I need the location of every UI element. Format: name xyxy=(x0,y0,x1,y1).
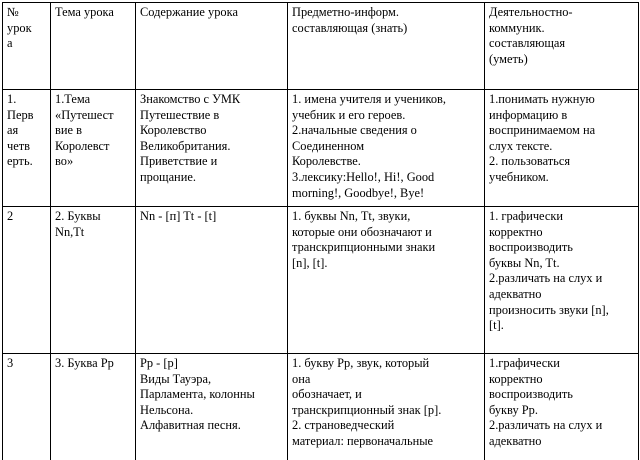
cell-text-line: воспроизводить xyxy=(489,387,573,402)
cell-text-line: слух тексте. xyxy=(489,138,553,153)
cell-text-line: обозначает, и xyxy=(292,387,362,402)
cell-text-line: Деятельностно- xyxy=(489,5,573,19)
cell-text-line: 1. имена учителя и учеников, xyxy=(292,92,446,106)
cell-text-line: корректно xyxy=(489,371,543,386)
cell-lesson-topic xyxy=(51,207,136,354)
cell-text-line: Рр - [р] xyxy=(140,356,178,370)
cell-text-line: 3. Буква Рр xyxy=(55,356,114,370)
header-skills-component xyxy=(485,3,639,90)
cell-text-line: 1. буквы Nn, Tt, звуки, xyxy=(292,209,411,223)
table-row xyxy=(3,207,639,354)
cell-knowledge xyxy=(288,354,485,460)
cell-text-line: 2. страноведческий xyxy=(292,418,395,433)
cell-text-line: Приветствие и xyxy=(140,154,218,169)
cell-skills xyxy=(485,90,639,207)
cell-skills xyxy=(485,354,639,460)
cell-text-line: адекватно xyxy=(489,286,542,301)
cell-text-line: Путешествие в xyxy=(140,107,220,122)
cell-text-line: 1. букву Рр, звук, который xyxy=(292,356,430,370)
cell-text-line: Предметно-информ. xyxy=(292,5,399,19)
cell-text-line: букву Рр. xyxy=(489,402,538,417)
header-lesson-topic xyxy=(51,3,136,90)
table-row xyxy=(3,354,639,460)
cell-text-line: Королевстве. xyxy=(292,154,361,169)
lesson-plan-table xyxy=(2,2,639,460)
cell-text-line: Алфавитная песня. xyxy=(140,418,241,433)
cell-lesson-number xyxy=(3,354,51,460)
cell-text-line: «Путешест xyxy=(55,107,114,122)
cell-text-line: материал: первоначальные xyxy=(292,433,434,448)
cell-text-line: [n], [t]. xyxy=(292,255,328,270)
cell-text-line: Nn,Tt xyxy=(55,224,85,239)
cell-text-line: корректно xyxy=(489,224,543,239)
cell-text-line: Знакомство с УМК xyxy=(140,92,241,106)
cell-text-line: 1.Тема xyxy=(55,92,91,106)
cell-lesson-content xyxy=(136,207,288,354)
cell-text-line: четв xyxy=(7,138,30,153)
cell-text-line: составляющая xyxy=(489,36,566,51)
cell-text-line: информацию в xyxy=(489,107,568,122)
cell-text-line: (уметь) xyxy=(489,51,528,66)
cell-text-line: 2. Буквы xyxy=(55,209,101,223)
cell-text-line: Виды Тауэра, xyxy=(140,371,212,386)
cell-lesson-content xyxy=(136,354,288,460)
cell-lesson-number xyxy=(3,90,51,207)
table-row xyxy=(3,90,639,207)
cell-text-line: вие в xyxy=(55,123,82,138)
cell-text-line: 1.понимать нужную xyxy=(489,92,595,106)
cell-text-line: адекватно xyxy=(489,433,542,448)
cell-text-line: Великобритания. xyxy=(140,138,231,153)
cell-text-line: которые они обозначают и xyxy=(292,224,432,239)
cell-text-line: 2 xyxy=(7,209,14,223)
cell-text-line: Королевст xyxy=(55,138,110,153)
cell-text-line: составляющая (знать) xyxy=(292,20,408,35)
cell-text-line: [t]. xyxy=(489,318,504,333)
cell-text-line: 1.графически xyxy=(489,356,560,370)
cell-text-line: 2.различать на слух и xyxy=(489,418,603,433)
cell-text-line: буквы Nn, Tt. xyxy=(489,255,560,270)
cell-skills xyxy=(485,207,639,354)
cell-text-line: транскрипционный знак [р]. xyxy=(292,402,442,417)
cell-text-line: воспроизводить xyxy=(489,240,573,255)
cell-text-line: Парламента, колонны xyxy=(140,387,255,402)
cell-text-line: коммуник. xyxy=(489,20,545,35)
table-header-row xyxy=(3,3,639,90)
cell-text-line: Нельсона. xyxy=(140,402,194,417)
cell-text-line: учебником. xyxy=(489,169,549,184)
cell-text-line: а xyxy=(7,36,13,51)
cell-text-line: воспринимаемом на xyxy=(489,123,596,138)
cell-text-line: Тема урока xyxy=(55,5,114,19)
cell-text-line: во» xyxy=(55,154,74,169)
cell-text-line: Содержание урока xyxy=(140,5,238,19)
cell-text-line: 3 xyxy=(7,356,14,370)
cell-text-line: урок xyxy=(7,20,32,35)
cell-text-line: Nn - [п] Tt - [t] xyxy=(140,209,217,223)
cell-text-line: 2.начальные сведения о xyxy=(292,123,417,138)
cell-text-line: учебник и его героев. xyxy=(292,107,406,122)
cell-knowledge xyxy=(288,207,485,354)
cell-lesson-topic xyxy=(51,354,136,460)
cell-text-line: morning!, Goodbye!, Bye! xyxy=(292,185,425,200)
cell-text-line: 2. пользоваться xyxy=(489,154,571,169)
cell-text-line: 1. графически xyxy=(489,209,564,223)
cell-text-line: транскрипционными знаки xyxy=(292,240,436,255)
cell-text-line: Перв xyxy=(7,107,34,122)
header-lesson-number xyxy=(3,3,51,90)
cell-text-line: ерть. xyxy=(7,154,33,169)
cell-text-line: Соединенном xyxy=(292,138,365,153)
cell-lesson-content xyxy=(136,90,288,207)
cell-text-line: произносить звуки [n], xyxy=(489,302,609,317)
cell-text-line: прощание. xyxy=(140,169,196,184)
cell-text-line: 2.различать на слух и xyxy=(489,271,603,286)
cell-text-line: ая xyxy=(7,123,19,138)
cell-lesson-topic xyxy=(51,90,136,207)
cell-text-line: Королевство xyxy=(140,123,207,138)
header-lesson-content xyxy=(136,3,288,90)
cell-text-line: 1. xyxy=(7,92,17,106)
cell-text-line: она xyxy=(292,371,311,386)
cell-text-line: 3.лексику:Hello!, Hi!, Good xyxy=(292,169,435,184)
cell-lesson-number xyxy=(3,207,51,354)
cell-knowledge xyxy=(288,90,485,207)
cell-text-line: № xyxy=(7,5,19,19)
header-knowledge-component xyxy=(288,3,485,90)
